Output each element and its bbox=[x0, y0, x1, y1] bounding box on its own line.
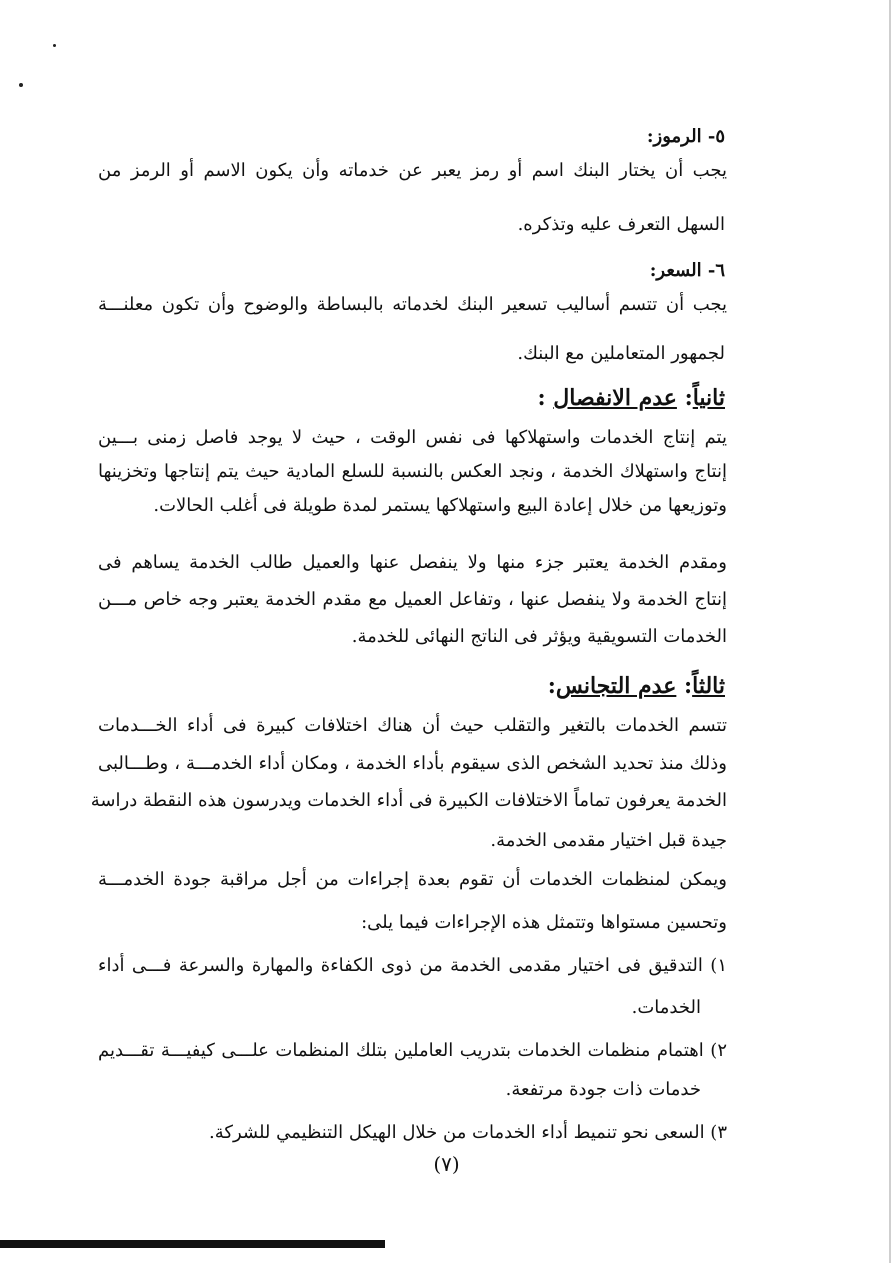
second-paragraph1-line: إنتاج واستهلاك الخدمة ، ونجد العكس بالنسبة للسلع المادية حيث يتم إنتاجها وتخزينها bbox=[98, 461, 727, 482]
list-item-2-line: خدمات ذات جودة مرتفعة. bbox=[505, 1079, 701, 1100]
scan-speck bbox=[53, 44, 56, 47]
second-title-sep: : bbox=[676, 385, 693, 411]
second-title-main: عدم الانفصال bbox=[553, 385, 677, 411]
section-6-line: يجب أن تتسم أساليب تسعير البنك لخدماته بالبساطة والوضوح وأن تكون معلنـــة bbox=[98, 294, 727, 315]
list-item-1-line: الخدمات. bbox=[631, 997, 701, 1018]
section-6-line: لجمهور المتعاملين مع البنك. bbox=[517, 343, 725, 364]
list-item-1-line: ١) التدقيق فى اختيار مقدمى الخدمة من ذوى الكفاءة والمهارة والسرعة فـــى أداء bbox=[98, 955, 727, 976]
section-5-heading: ٥- الرموز: bbox=[646, 126, 725, 147]
second-paragraph2-line: ومقدم الخدمة يعتبر جزء منها ولا ينفصل عنها والعميل طالب الخدمة يساهم فى bbox=[98, 552, 727, 573]
third-title-prefix: ثالثاً bbox=[692, 673, 725, 699]
third-title bbox=[98, 673, 725, 699]
scan-speck bbox=[19, 83, 23, 87]
second-paragraph2-line: الخدمات التسويقية ويؤثر فى الناتج النهائى للخدمة. bbox=[351, 626, 727, 647]
third-paragraph1-line: جيدة قبل اختيار مقدمى الخدمة. bbox=[490, 830, 727, 851]
third-title-main: عدم التجانس bbox=[555, 673, 677, 699]
third-paragraph1-line: وذلك منذ تحديد الشخص الذى سيقوم بأداء الخدمة ، ومكان أداء الخدمـــة ، وطـــالبى bbox=[98, 753, 727, 774]
second-paragraph1-line: وتوزيعها من خلال إعادة البيع واستهلاكها يستمر لمدة طويلة فى أغلب الحالات. bbox=[153, 495, 727, 516]
third-title-sep: : bbox=[676, 673, 693, 699]
third-paragraph1-line: الخدمة يعرفون تماماً الاختلافات الكبيرة فى أداء الخدمات ويدرسون هذه النقطة دراسة bbox=[90, 790, 727, 811]
second-title bbox=[98, 385, 725, 411]
third-paragraph1-line: تتسم الخدمات بالتغير والتقلب حيث أن هناك اختلافات كبيرة فى أداء الخـــدمات bbox=[98, 715, 727, 736]
list-item-2-line: ٢) اهتمام منظمات الخدمات بتدريب العاملين بتلك المنظمات علـــى كيفيـــة تقـــديم bbox=[98, 1040, 727, 1061]
third-title-suffix: : bbox=[547, 673, 556, 699]
page-number: (٧) bbox=[433, 1152, 460, 1176]
third-paragraph2-line: وتحسين مستواها وتتمثل هذه الإجراءات فيما يلى: bbox=[361, 912, 727, 933]
scan-bottom-bar bbox=[0, 1240, 385, 1248]
list-item-3-line: ٣) السعى نحو تنميط أداء الخدمات من خلال الهيكل التنظيمي للشركة. bbox=[209, 1122, 727, 1143]
second-title-suffix: : bbox=[537, 385, 554, 411]
section-5-line: السهل التعرف عليه وتذكره. bbox=[517, 214, 725, 235]
second-paragraph2-line: إنتاج الخدمة ولا ينفصل عنها ، وتفاعل العميل مع مقدم الخدمة يعتبر وجه خاص مـــن bbox=[98, 589, 727, 610]
section-5-line: يجب أن يختار البنك اسم أو رمز يعبر عن خدماته وأن يكون الاسم أو الرمز من bbox=[98, 160, 727, 181]
scan-right-edge bbox=[889, 0, 891, 1263]
third-paragraph2-line: ويمكن لمنظمات الخدمات أن تقوم بعدة إجراءات من أجل مراقبة جودة الخدمـــة bbox=[98, 869, 727, 890]
second-paragraph1-line: يتم إنتاج الخدمات واستهلاكها فى نفس الوقت ، حيث لا يوجد فاصل زمنى بـــين bbox=[98, 427, 727, 448]
section-6-heading: ٦- السعر: bbox=[649, 260, 725, 281]
second-title-prefix: ثانياً bbox=[692, 385, 725, 411]
